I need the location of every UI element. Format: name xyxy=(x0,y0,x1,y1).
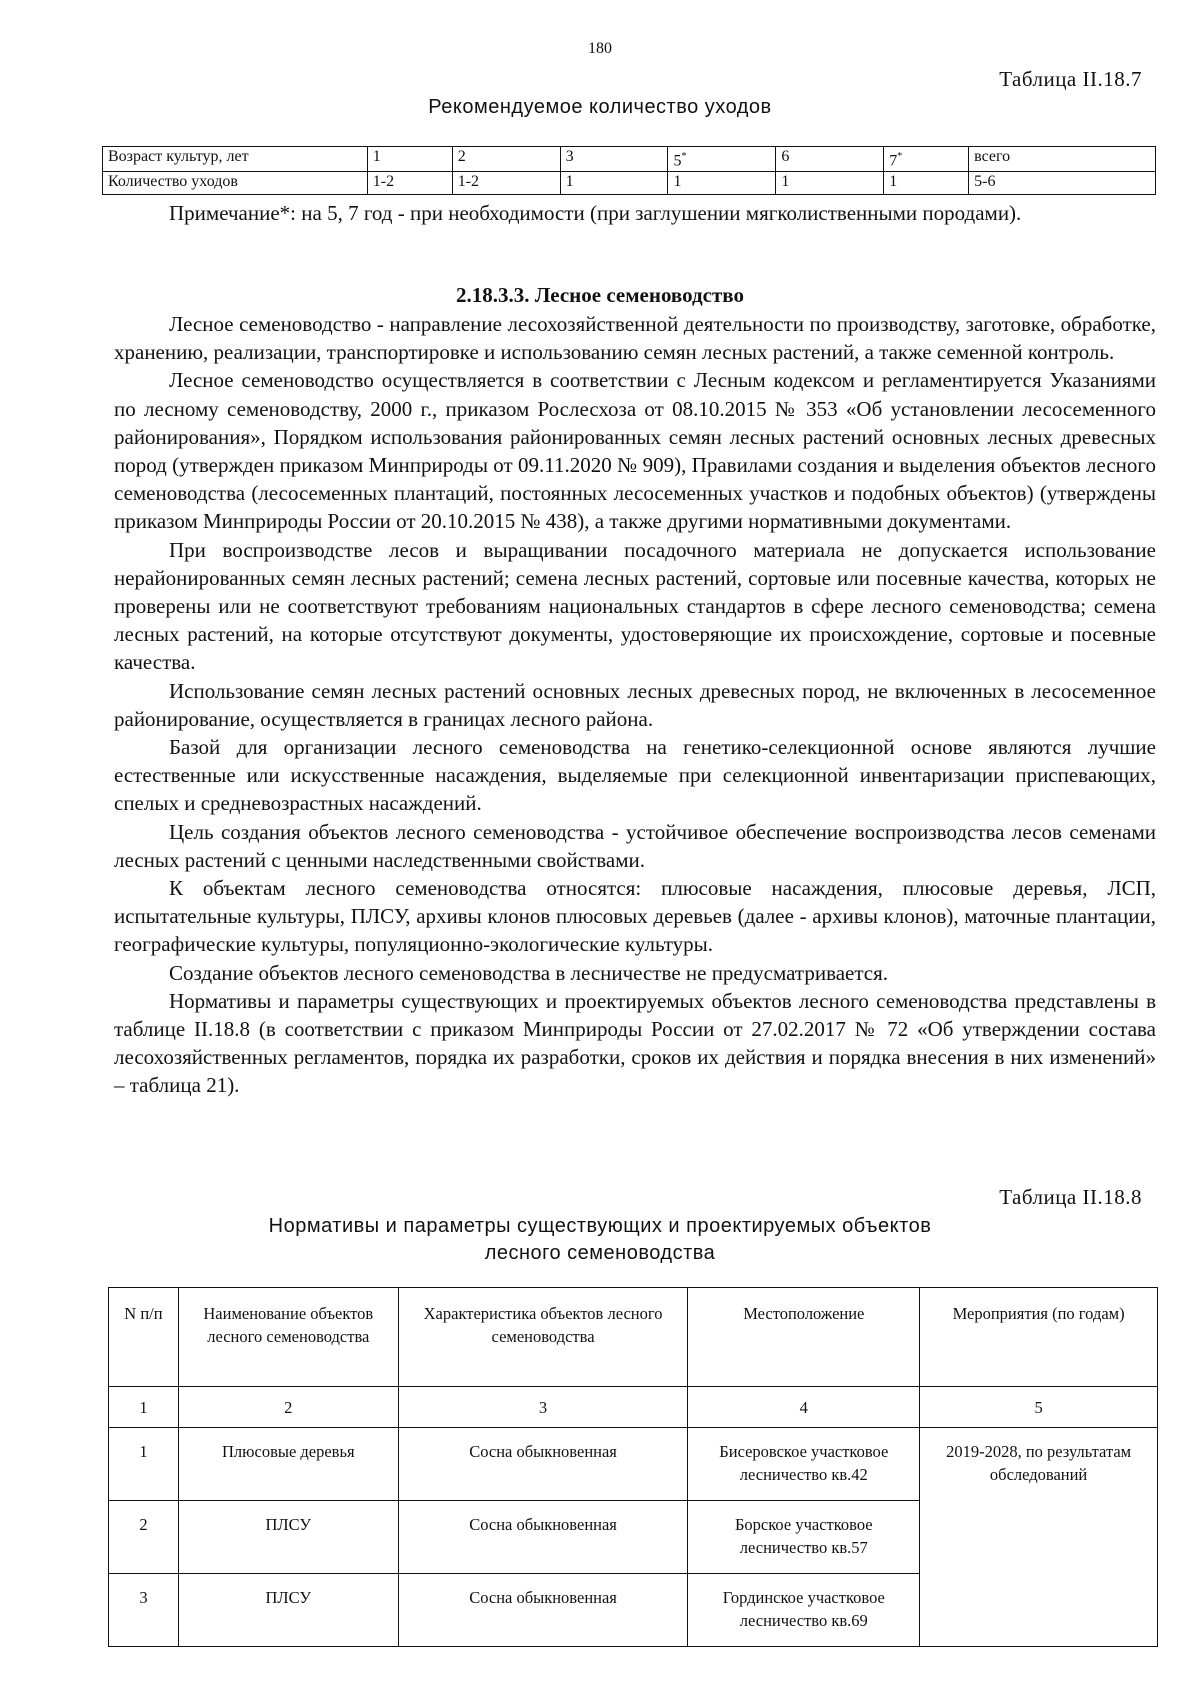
column-number: 2 xyxy=(178,1387,398,1428)
row-number: 1 xyxy=(109,1428,179,1501)
table-cell: 2 xyxy=(452,147,560,172)
object-name: Плюсовые деревья xyxy=(178,1428,398,1501)
column-header: Характеристика объектов лесного семеноводства xyxy=(398,1288,688,1387)
table-cell xyxy=(668,147,776,172)
object-location: Бисеровское участковое лесничество кв.42 xyxy=(688,1428,920,1501)
object-characteristic: Сосна обыкновенная xyxy=(398,1574,688,1647)
cell-value: 7 xyxy=(889,152,898,170)
column-header: Наименование объектов лесного семеноводства xyxy=(178,1288,398,1387)
table2-title-line: Нормативы и параметры существующих и проектируемых объектов xyxy=(268,1215,932,1237)
object-name: ПЛСУ xyxy=(178,1574,398,1647)
paragraph: Лесное семеноводство - направление лесохозяйственной деятельности по производству, заготовке, обработке, хранению, реализации, транспортировке и использованию семян лесных растений, а также семенной контроль. xyxy=(114,312,1156,365)
note-paragraph: Примечание*: на 5, 7 год - при необходимости (при заглушении мягколиственными породами). xyxy=(169,201,1022,225)
table-row xyxy=(109,1428,1158,1501)
column-header: Мероприятия (по годам) xyxy=(920,1288,1158,1387)
paragraph: Нормативы и параметры существующих и проектируемых объектов лесного семеноводства представлены в таблице II.18.8 (в соответствии с приказом Минприроды России от 27.02.2017 № 72 «Об утверждении состава лесохозяйственных регламентов, порядка их разработки, сроков их действия и порядка внесения в них изменений» – таблица 21). xyxy=(114,988,1156,1098)
paragraph: Лесное семеноводство осуществляется в соответствии с Лесным кодексом и регламентируется Указаниями по лесному семеноводству, 2000 г., приказом Рослесхоза от 08.10.2015 № 353 «Об установлении лесосеменного районирования», Порядком использования районированных семян лесных растений основных лесных древесных пород (утвержден приказом Минприроды от 09.11.2020 № 909), Правилами создания и выделения объектов лесного семеноводства (лесосеменных плантаций, постоянных лесосеменных участков и подобных объектов) (утверждены приказом Минприроды России от 20.10.2015 № 438), а также другими нормативными документами. xyxy=(114,368,1156,534)
table-cell: 1-2 xyxy=(367,172,452,195)
table1-label: Таблица II.18.7 xyxy=(999,67,1142,91)
paragraph: Базой для организации лесного семеноводства на генетико-селекционной основе являются лучшие естественные или искусственные насаждения, выделяемые при селекционной инвентаризации приспевающих, спелых и средневозрастных насаждений. xyxy=(114,735,1156,816)
row-header: Количество уходов xyxy=(103,172,368,195)
footnote-mark: * xyxy=(681,151,687,162)
column-number-row xyxy=(109,1387,1158,1428)
footnote-mark: * xyxy=(897,151,903,162)
table-cell: 1 xyxy=(367,147,452,172)
table1-title: Рекомендуемое количество уходов xyxy=(428,96,772,118)
table-cell: 5-6 xyxy=(969,172,1156,195)
care-count-table xyxy=(102,146,1156,195)
column-number: 4 xyxy=(688,1387,920,1428)
table-cell: всего xyxy=(969,147,1156,172)
table-cell: 1 xyxy=(560,172,668,195)
table-header-row xyxy=(109,1288,1158,1387)
table-cell: 1 xyxy=(884,172,969,195)
table-row xyxy=(103,147,1156,172)
paragraph: Цель создания объектов лесного семеноводства - устойчивое обеспечение воспроизводства лесов семенами лесных растений с ценными наследственными свойствами. xyxy=(114,819,1156,872)
table-cell: 1-2 xyxy=(452,172,560,195)
measures-cell: 2019-2028, по результатам обследований xyxy=(920,1428,1158,1647)
table2-label: Таблица II.18.8 xyxy=(999,1185,1142,1209)
column-number: 5 xyxy=(920,1387,1158,1428)
object-location: Борское участковое лесничество кв.57 xyxy=(688,1501,920,1574)
object-name: ПЛСУ xyxy=(178,1501,398,1574)
cell-value: 5 xyxy=(673,152,682,170)
object-location: Гординское участковое лесничество кв.69 xyxy=(688,1574,920,1647)
column-header: N п/п xyxy=(109,1288,179,1387)
table-cell xyxy=(884,147,969,172)
paragraph: Использование семян лесных растений основных лесных древесных пород, не включенных в лесосеменное районирование, осуществляется в границах лесного района. xyxy=(114,678,1156,731)
table-cell: 3 xyxy=(560,147,668,172)
row-number: 3 xyxy=(109,1574,179,1647)
column-header: Местоположение xyxy=(688,1288,920,1387)
page-number: 180 xyxy=(588,40,612,57)
paragraph: К объектам лесного семеноводства относятся: плюсовые насаждения, плюсовые деревья, ЛСП, испытательные культуры, ПЛСУ, архивы клонов плюсовых деревьев (далее - архивы клонов), маточные плантации, географические культуры, популяционно-экологические культуры. xyxy=(114,876,1156,957)
section-heading: 2.18.3.3. Лесное семеноводство xyxy=(456,283,744,307)
seed-objects-table xyxy=(108,1287,1158,1647)
table-note xyxy=(114,199,1156,227)
paragraph: Создание объектов лесного семеноводства в лесничестве не предусматривается. xyxy=(169,960,889,985)
table-cell: 1 xyxy=(668,172,776,195)
body-text xyxy=(114,310,1156,1100)
column-number: 3 xyxy=(398,1387,688,1428)
object-characteristic: Сосна обыкновенная xyxy=(398,1428,688,1501)
paragraph: При воспроизводстве лесов и выращивании посадочного материала не допускается использование нерайонированных семян лесных растений; семена лесных растений, сортовые или посевные качества, которых не проверены или не соответствуют требованиям национальных стандартов в сфере лесного семеноводства; семена лесных растений, на которые отсутствуют документы, удостоверяющие их происхождение, сортовые и посевные качества. xyxy=(114,537,1156,675)
table2-title xyxy=(0,1213,1200,1267)
table2-title-line: лесного семеноводства xyxy=(484,1242,716,1264)
row-header: Возраст культур, лет xyxy=(103,147,368,172)
row-number: 2 xyxy=(109,1501,179,1574)
object-characteristic: Сосна обыкновенная xyxy=(398,1501,688,1574)
table-cell: 1 xyxy=(776,172,884,195)
table-row xyxy=(103,172,1156,195)
column-number: 1 xyxy=(109,1387,179,1428)
table-cell: 6 xyxy=(776,147,884,172)
